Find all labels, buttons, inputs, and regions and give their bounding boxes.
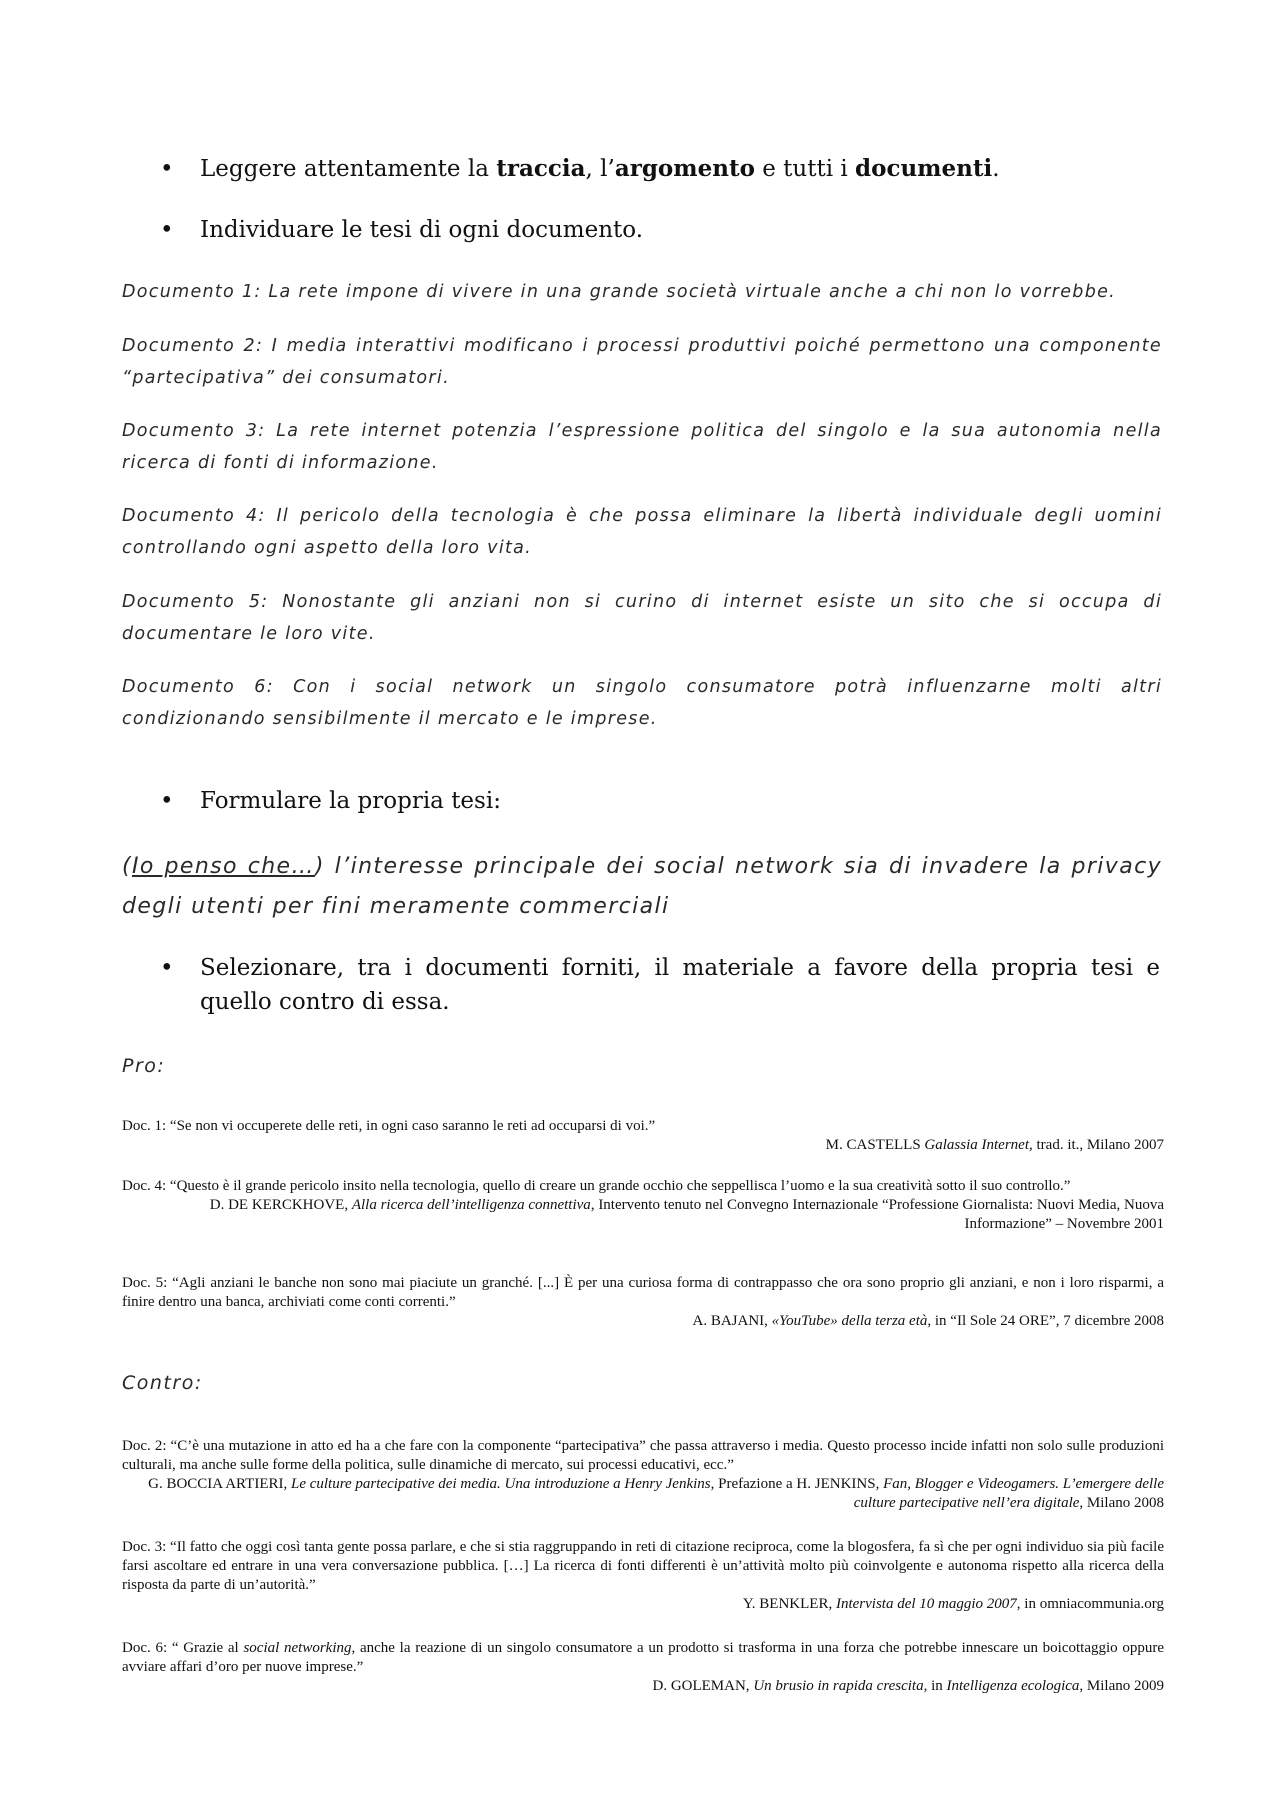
thesis-doc-1: Documento 1: La rete impone di vivere in una grande società virtuale anche a chi non lo vorrebbe.	[122, 282, 1117, 302]
own-thesis: (Io penso che…) l’interesse principale dei social network sia di invadere la privacy degli utenti per fini meramente commerciali	[122, 854, 1163, 919]
pro-doc-5	[122, 1274, 1164, 1331]
quote-text: Doc. 3: “Il fatto che oggi così tanta gente possa parlare, e che si stia raggruppando in reti di citazione reciproca, come la blogosfera, fa sì che per ogni individuo sia più facile farsi ascoltare ed entrare in una vera conversazione pubblica. […] La ricerca di fonti differenti è un’attività molto più coinvolgente e autonoma rispetto alla ricerca della risposta da parte di un’autorità.”	[122, 1539, 1164, 1593]
quote-text: Doc. 4: “Questo è il grande pericolo insito nella tecnologia, quello di creare un grande occhio che seppellisca l’uomo e la sua creatività sotto il suo controllo.”	[122, 1178, 1071, 1194]
contro-heading: Contro:	[122, 1372, 203, 1394]
thesis-doc-6: Documento 6: Con i social network un singolo consumatore potrà influenzarne molti altri condizionando sensibilmente il mercato e le imprese.	[122, 677, 1162, 729]
instruction-formulate	[160, 784, 1160, 818]
bullet-icon: •	[160, 955, 174, 981]
quote-source: A. BAJANI, «YouTube» della terza età, in “Il Sole 24 ORE”, 7 dicembre 2008	[692, 1313, 1164, 1329]
thesis-doc-5: Documento 5: Nonostante gli anziani non si curino di internet esiste un sito che si occupa di documentare le loro vite.	[122, 592, 1162, 644]
quote-source: Y. BENKLER, Intervista del 10 maggio 2007, in omniacommunia.org	[742, 1596, 1164, 1612]
pro-doc-1	[122, 1117, 1164, 1155]
pro-heading: Pro:	[122, 1055, 166, 1077]
quote-source: M. CASTELLS Galassia Internet, trad. it., Milano 2007	[825, 1137, 1164, 1153]
instruction-formulate-text: Formulare la propria tesi:	[200, 788, 501, 814]
quote-source: D. GOLEMAN, Un brusio in rapida crescita, in Intelligenza ecologica, Milano 2009	[652, 1678, 1164, 1694]
instruction-identify-text: Individuare le tesi di ogni documento.	[200, 217, 644, 243]
instruction-read	[160, 152, 1160, 186]
quote-text: Doc. 5: “Agli anziani le banche non sono mai piaciute un granché. [...] È per una curiosa forma di contrappasso che ora sono proprio gli anziani, e non i loro risparmi, a finire dentro una banca, archiviati come conti correnti.”	[122, 1275, 1164, 1310]
instruction-read-text: Leggere attentamente la traccia, l’argomento e tutti i documenti.	[200, 155, 1000, 182]
contro-doc-3	[122, 1538, 1164, 1614]
contro-doc-6	[122, 1639, 1164, 1696]
bullet-icon: •	[160, 217, 174, 243]
contro-doc-2	[122, 1437, 1164, 1513]
quote-text: Doc. 6: “ Grazie al social networking, anche la reazione di un singolo consumatore a un prodotto si trasforma in una forza che potrebbe innescare un boicottaggio oppure avviare affari d’oro per nuove imprese.”	[122, 1640, 1165, 1675]
thesis-doc-2: Documento 2: I media interattivi modificano i processi produttivi poiché permettono una componente “partecipativa” dei consumatori.	[122, 336, 1162, 388]
thesis-doc-3: Documento 3: La rete internet potenzia l’espressione politica del singolo e la sua autonomia nella ricerca di fonti di informazione.	[122, 421, 1162, 473]
quote-source: G. BOCCIA ARTIERI, Le culture partecipative dei media. Una introduzione a Henry Jenkins, Prefazione a H. JENKINS, Fan, Blogger e Videogamers. L’emergere delle culture partecipative nell’era digitale, Milano 2008	[148, 1476, 1164, 1511]
pro-doc-4	[122, 1177, 1164, 1234]
thesis-doc-4: Documento 4: Il pericolo della tecnologia è che possa eliminare la libertà individuale degli uomini controllando ogni aspetto della loro vita.	[122, 506, 1162, 558]
instruction-select	[160, 951, 1160, 1019]
quote-source: D. DE KERCKHOVE, Alla ricerca dell’intelligenza connettiva, Intervento tenuto nel Convegno Internazionale “Professione Giornalista: Nuovi Media, Nuova Informazione” – Novembre 2001	[209, 1197, 1164, 1232]
own-thesis-intro: Io penso che…	[131, 854, 315, 879]
instruction-identify	[160, 213, 1160, 247]
quote-text: Doc. 1: “Se non vi occuperete delle reti, in ogni caso saranno le reti ad occuparsi di voi.”	[122, 1118, 656, 1134]
bullet-icon: •	[160, 156, 174, 182]
quote-text: Doc. 2: “C’è una mutazione in atto ed ha a che fare con la componente “partecipativa” che passa attraverso i media. Questo processo incide infatti non solo sulle produzioni culturali, ma anche sulle forme della politica, sulle dinamiche di mercato, sui processi educativi, ecc.”	[122, 1438, 1164, 1473]
instruction-select-text: Selezionare, tra i documenti forniti, il materiale a favore della propria tesi e quello contro di essa.	[200, 955, 1160, 1015]
bullet-icon: •	[160, 788, 174, 814]
